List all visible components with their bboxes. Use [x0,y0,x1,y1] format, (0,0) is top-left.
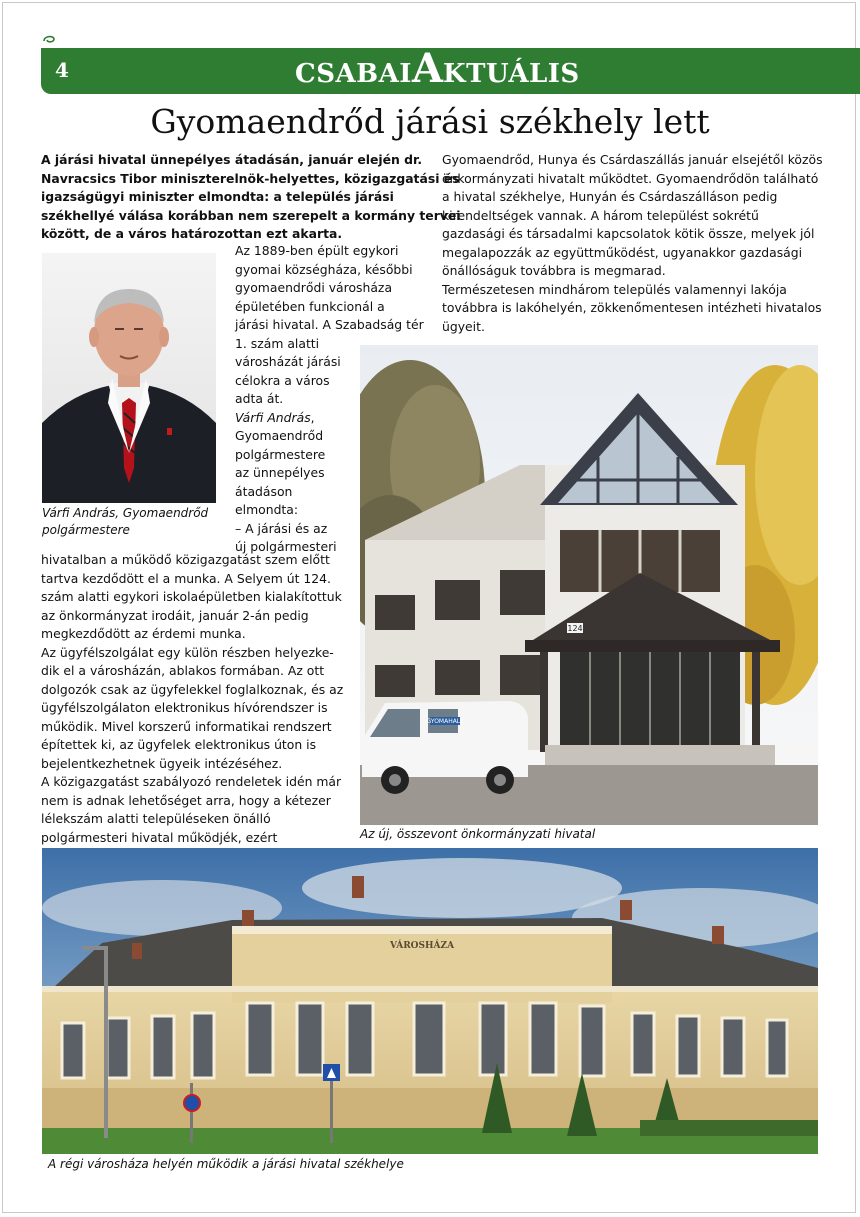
text-line: Az ügyfélszolgálat egy külön részben helyezke- [41,644,334,660]
text-line: szám alatti egykori iskolaépületben kialakítottuk [41,589,342,604]
portrait-caption-line: Várfi András, Gyomaendrőd [42,506,209,520]
town-hall-sign: VÁROSHÁZA [389,941,455,951]
page-number: 4 [55,58,69,82]
lead-line: székhellyé válása korábban nem szerepelt a kormány tervei [41,207,461,223]
text-line: nem is adnak lehetőséget arra, hogy a kétezer [41,792,331,808]
portrait-caption [42,505,208,539]
text-line: városházát járási [235,354,341,369]
text-line: átadáson [235,483,293,499]
old-town-hall-photo [42,848,818,1154]
text-line: megkezdődött az érdemi munka. [41,626,246,641]
right-column-text [442,151,823,336]
text-line: hivatalban a működő közigazgatást szem előtt [41,552,330,567]
text-line: A közigazgatást szabályozó rendeletek idén már [41,774,342,789]
text-line: ügyfélszolgálaton elektronikus hívórendszer is [41,700,328,715]
lead-line: A járási hivatal ünnepélyes átadásán, január elején dr. [41,152,423,167]
text-line: működik. Mivel korszerű informatikai rendszert [41,718,332,734]
text-line: tartva kezdődött el a munka. A Selyem út 124. [41,570,331,586]
text-line: – A járási és az [235,520,328,536]
portrait-photo [42,253,216,503]
text-line: Természetesen mindhárom település valamennyi lakója [442,281,787,297]
speaker-name-line: Várfi András, [235,409,315,425]
door-number: 124 [567,624,583,633]
text-line: gyomaendrődi városháza [235,280,393,295]
text-line: megalapozzák az együttműködést, ugyanakkor gazdasági [442,244,803,260]
text-line: a hivatal székhelye, Hunyán és Csárdaszálláson pedig [442,189,778,204]
text-line: lélekszám alatti településeken önálló [41,811,271,826]
text-line: dolgozók csak az ügyfelekkel foglalkoznak, és az [41,681,344,697]
text-line: bejelentkezhetnek ügyeik intézéséhez. [41,755,283,771]
text-line: polgármestere [235,446,326,462]
text-line: önkormányzati hivatalt működtet. Gyomaendrődön található [442,170,819,186]
lead-line: között, de a város határozottan ezt akarta. [41,226,343,241]
text-line: az önkormányzat irodáit, január 2-án pedig [41,607,309,623]
left-column-text [41,551,343,847]
masthead-part3: KTUÁLIS [443,59,580,89]
text-line: polgármesteri hivatal működjék, ezért [41,829,278,845]
text-line: ügyeit. [442,318,485,334]
new-office-photo [360,345,818,825]
masthead-part2: A [411,45,443,92]
text-line: gazdasági és társadalmi kapcsolatok kötik össze, melyek jól [442,226,815,241]
text-line: önállóságuk továbbra is megmarad. [442,263,666,278]
text-line: épületében funkcionál a [235,298,385,314]
portrait-caption-line: polgármestere [42,523,130,537]
text-line: Az 1889-ben épült egykori [235,243,399,258]
text-line: új polgármesteri [235,539,337,554]
text-line: gyomai községháza, későbbi [235,261,413,277]
swirl-logo-icon [42,34,56,44]
van-logo-text: GYOMAHALL [426,718,464,725]
text-line: dik el a városházán, ablakos formában. Az ott [41,663,325,678]
text-line: járási hivatal. A Szabadság tér [235,317,424,332]
speaker-name: Várfi András [235,409,311,425]
lead-line: igazságügyi miniszter elmondta: a település járási [41,189,394,204]
masthead [295,45,580,92]
text-line: kirendeltségek vannak. A három települést sokrétű [442,207,759,223]
text-line: célokra a város [235,372,330,388]
text-line: építettek ki, az ügyfelek elektronikus úton is [41,737,317,752]
lead-line: Navracsics Tibor miniszterelnök-helyettes, közigazgatási és [41,170,460,186]
text-line: továbbra is lakóhelyén, zökkenőmentesen intézheti hivatalos [442,300,822,315]
article-lead [41,151,461,244]
text-line: Gyomaendrőd, Hunya és Csárdaszállás január elsejétől közös [442,152,823,167]
text-line: adta át. [235,391,284,406]
text-line: elmondta: [235,502,299,517]
text-line: Gyomaendrőd [235,428,324,443]
text-line: az ünnepélyes [235,465,325,480]
text-line: 1. szám alatti [235,335,320,351]
article-headline: Gyomaendrőd járási székhely lett [150,102,710,141]
masthead-part1: CSABAI [295,59,412,89]
old-town-hall-caption: A régi városháza helyén működik a járási hivatal székhelye [48,1157,404,1171]
new-office-caption: Az új, összevont önkormányzati hivatal [360,827,596,841]
